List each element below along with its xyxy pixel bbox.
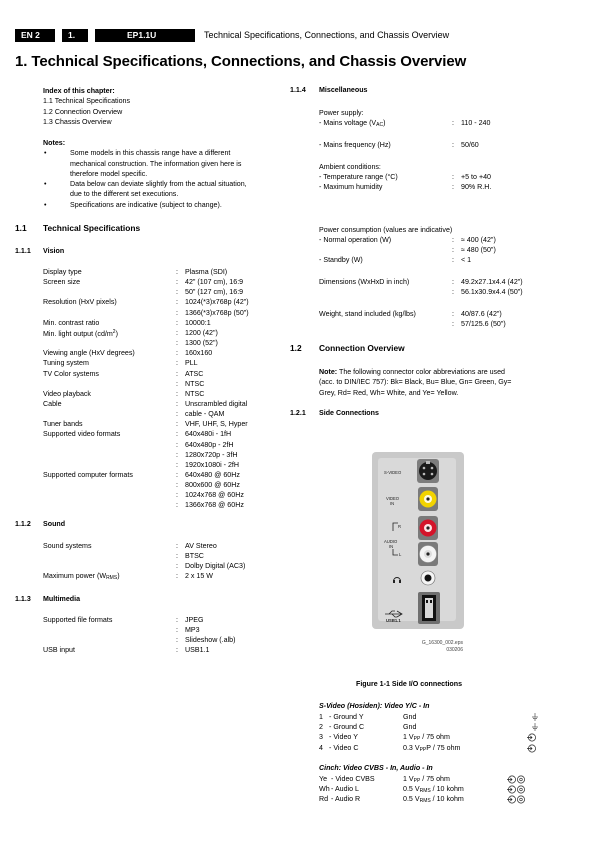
spec-colon: :: [176, 542, 178, 550]
subsection-number: 1.1.2: [15, 520, 31, 528]
spec-value: ATSC: [185, 369, 204, 378]
misc-label: Power consumption (values are indicative): [319, 226, 453, 234]
spec-value: 160x160: [185, 349, 213, 358]
spec-colon: :: [176, 471, 178, 479]
spec-colon: :: [176, 389, 178, 398]
spec-label: Viewing angle (HxV degrees): [43, 349, 135, 358]
pin-spec: 0.5 $V_{RMS} / 10$ kohm: [403, 795, 464, 805]
misc-label: Power supply:: [319, 109, 364, 117]
misc-colon: :: [452, 141, 454, 149]
subsection-number: 1.1.1: [15, 247, 31, 255]
misc-colon: :: [452, 278, 454, 286]
spec-label: Min. contrast ratio: [43, 318, 100, 327]
spec-value: 1280x720p - 3fH: [185, 450, 238, 459]
subsection-1-1-3: [15, 595, 81, 603]
index-block: [43, 86, 130, 127]
misc-label: Dimensions (WxHxD in inch): [319, 278, 410, 286]
usb-label: USB1.1: [386, 618, 401, 623]
misc-value: 90% R.H.: [461, 183, 492, 191]
header-title: Technical Specifications, Connections, and Chassis Overview: [204, 30, 450, 40]
note-line: • Specifications are indicative (subject to change).: [70, 200, 222, 209]
figure-file-name: G_16300_002.eps: [421, 640, 463, 646]
pin-number: 2: [319, 723, 323, 732]
connection-note: [319, 367, 511, 398]
spec-colon: :: [176, 308, 178, 317]
header-badge-chassis: EP1.1U: [95, 29, 195, 42]
spec-colon: :: [176, 491, 178, 500]
spec-value: MP3: [185, 626, 200, 635]
spec-value: 10000:1: [185, 318, 211, 327]
pin-direction: [507, 795, 526, 806]
spec-label: Display type: [43, 268, 82, 276]
subsection-title: Side Connections: [319, 409, 379, 417]
section-1-2: [290, 343, 405, 353]
input-arrow-icon: [527, 733, 537, 742]
pin-signal: - Video CVBS: [331, 775, 375, 783]
spec-label: TV Color systems: [43, 369, 99, 378]
pin-signal: - Video Y: [329, 733, 358, 742]
side-io-panel: [372, 452, 464, 629]
subsection-title: Sound: [43, 520, 66, 528]
misc-label: - Standby (W): [319, 256, 363, 264]
spec-label: Supported video formats: [43, 430, 121, 439]
ground-icon: [531, 723, 539, 731]
pin-signal: - Audio L: [331, 785, 360, 794]
figure-caption: Figure 1-1 Side I/O connections: [356, 680, 463, 688]
misc-colon: :: [452, 236, 454, 244]
spec-value: BTSC: [185, 552, 204, 561]
white-cinch-audio-l-icon: [418, 542, 438, 566]
pin-direction: [527, 744, 537, 755]
spec-colon: :: [176, 268, 178, 276]
misc-label: - Mains voltage $(V_{AC})$: [319, 119, 386, 128]
svideo-label: S-VIDEO: [384, 470, 402, 475]
spec-label: Cable: [43, 399, 62, 408]
spec-label: Video playback: [43, 389, 91, 398]
misc-value: ≈ 480 (50"): [461, 246, 496, 254]
spec-colon: :: [176, 359, 178, 368]
spec-value: 640x480 @ 60Hz: [185, 471, 240, 479]
spec-colon: :: [176, 572, 178, 581]
spec-colon: :: [176, 420, 178, 429]
section-title: Connection Overview: [319, 343, 405, 353]
spec-value: AV Stereo: [185, 542, 217, 550]
misc-colon: :: [452, 183, 454, 191]
misc-colon: :: [452, 246, 454, 254]
pin-signal: - Ground C: [329, 723, 365, 732]
misc-label: - Mains frequency (Hz): [319, 141, 391, 149]
spec-label: Tuning system: [43, 359, 89, 368]
pin-spec: 1 $V_{PP} / 75$ ohm: [403, 775, 450, 784]
figure-file-ref: [415, 640, 463, 654]
pin-spec: 0.3 $V_{PP}P / 75$ ohm: [403, 743, 461, 753]
spec-colon: :: [176, 379, 178, 388]
notes-heading: Notes:: [43, 139, 66, 147]
misc-label: Weight, stand included (kg/lbs): [319, 310, 416, 318]
input-arrow-icon: [527, 744, 537, 753]
section-title: Technical Specifications: [43, 223, 141, 233]
cinch-input-icon: [507, 785, 526, 794]
cinch-input-icon: [507, 795, 526, 804]
spec-value: 800x600 @ 60Hz: [185, 481, 240, 490]
spec-value: 1366(*3)x768p (50"): [185, 308, 249, 317]
index-item: 1.2 Connection Overview: [43, 107, 123, 116]
spec-colon: :: [176, 552, 178, 561]
misc-value: 110 - 240: [461, 119, 491, 127]
spec-colon: :: [176, 430, 178, 439]
subsection-title: Multimedia: [43, 595, 81, 603]
subsection-title: Miscellaneous: [319, 86, 368, 94]
note-line: • Data below can deviate slightly from the actual situation,: [70, 180, 247, 189]
video-in-label: VIDEO: [386, 496, 400, 501]
note-text: The following connector color abbreviations are used: [337, 368, 505, 376]
note-label: Note:: [319, 368, 338, 376]
spec-value: NTSC: [185, 379, 205, 388]
spec-colon: :: [176, 616, 178, 624]
subsection-number: 1.2.1: [290, 409, 306, 417]
spec-colon: :: [176, 349, 178, 358]
misc-value: 50/60: [461, 141, 479, 149]
spec-colon: :: [176, 399, 178, 408]
spec-value: 2 x 15 W: [185, 572, 213, 581]
spec-colon: :: [176, 288, 178, 297]
misc-value: 49.2x27.1x4.4 (42"): [461, 278, 523, 286]
spec-value: VHF, UHF, S, Hyper: [185, 420, 248, 429]
audio-r-label: R: [398, 524, 402, 529]
spec-colon: :: [176, 298, 178, 307]
spec-value: 1024x768 @ 60Hz: [185, 491, 244, 500]
spec-value: 1920x1080i - 2fH: [185, 460, 240, 469]
spec-colon: :: [176, 626, 178, 635]
spec-label: Sound systems: [43, 542, 92, 550]
spec-colon: :: [176, 328, 178, 337]
pin-spec: 0.5 $V_{RMS} / 10$ kohm: [403, 785, 464, 795]
misc-value: 57/125.6 (50"): [461, 320, 506, 328]
section-number: 1.2: [290, 343, 302, 353]
spec-value: NTSC: [185, 389, 205, 398]
subsection-1-1-1: [15, 247, 65, 255]
svideo-connector-icon: [417, 459, 439, 483]
note-text: Grey, Rd= Red, Wh= White, and Ye= Yellow.: [319, 388, 459, 397]
misc-colon: :: [452, 288, 454, 296]
section-number: 1.1: [15, 223, 27, 233]
pin-signal: - Video C: [329, 743, 359, 752]
headphone-jack-icon: [420, 570, 436, 586]
spec-colon: :: [176, 481, 178, 490]
spec-colon: :: [176, 369, 178, 378]
red-cinch-audio-r-icon: [418, 516, 438, 540]
pin-signal: - Ground Y: [329, 713, 364, 721]
spec-label: Tuner bands: [43, 420, 83, 429]
header-badge-lang: EN 2: [15, 29, 55, 42]
spec-value: 50" (127 cm), 16:9: [185, 288, 244, 297]
note-item: [40, 148, 247, 179]
ground-icon: [531, 713, 539, 721]
misc-value: 56.1x30.9x4.4 (50"): [461, 288, 523, 296]
spec-value: JPEG: [185, 616, 204, 624]
spec-value: Dolby Digital (AC3): [185, 562, 246, 571]
video-in-label-2: IN: [390, 501, 395, 506]
note-line: due to the different set executions.: [70, 190, 179, 199]
spec-colon: :: [176, 636, 178, 645]
yellow-cinch-video-icon: [418, 487, 438, 511]
spec-value: USB1.1: [185, 646, 210, 655]
subsection-number: 1.1.3: [15, 595, 31, 603]
note-line: therefore model specific.: [70, 169, 148, 178]
audio-l-label: L: [399, 552, 402, 557]
subsection-title: Vision: [43, 247, 65, 255]
section-1-1: [15, 223, 141, 233]
spec-colon: :: [176, 318, 178, 327]
bracket-l-icon: [392, 548, 404, 558]
spec-colon: :: [176, 460, 178, 469]
index-item: 1.1 Technical Specifications: [43, 97, 131, 106]
pin-signal: - Audio R: [331, 795, 361, 804]
misc-value: +5 to +40: [461, 173, 491, 181]
spec-colon: :: [176, 410, 178, 419]
pin-spec: Gnd: [403, 713, 417, 721]
spec-colon: :: [176, 278, 178, 287]
subsection-number: 1.1.4: [290, 86, 306, 94]
spec-label: Resolution (HxV pixels): [43, 298, 117, 307]
audio-in-label: AUDIO: [384, 539, 398, 544]
spec-label: Screen size: [43, 278, 81, 287]
pin-number: 4: [319, 743, 323, 752]
pin-number: 3: [319, 733, 323, 742]
misc-colon: :: [452, 310, 454, 318]
misc-colon: :: [452, 256, 454, 264]
spec-value: Slideshow (.alb): [185, 636, 236, 645]
spec-colon: :: [176, 440, 178, 449]
spec-value: 1300 (52"): [185, 339, 218, 348]
misc-value: ≈ 400 (42"): [461, 236, 496, 244]
spec-value: PLL: [185, 359, 198, 368]
index-list: [43, 96, 130, 127]
pin-spec: Gnd: [403, 723, 417, 732]
spec-label: Supported computer formats: [43, 471, 133, 479]
subsection-1-2-1: [290, 409, 379, 417]
figure-file-date: 030206: [446, 647, 463, 653]
notes-block: [43, 138, 247, 210]
pin-number: Wh: [319, 785, 330, 794]
misc-colon: :: [452, 173, 454, 181]
index-item: 1.3 Chassis Overview: [43, 117, 112, 126]
pin-direction: [531, 713, 539, 723]
spec-value: Plasma (SDI): [185, 268, 228, 276]
usb-symbol-icon: [384, 610, 404, 618]
pin-direction: [531, 723, 539, 733]
note-item: [40, 179, 247, 200]
subsection-1-1-4: [290, 86, 368, 94]
misc-label: - Temperature range (°C): [319, 173, 398, 181]
chapter-title: 1. Technical Specifications, Connections, and Chassis Overview: [15, 53, 467, 70]
pin-number: Ye: [319, 775, 328, 783]
spec-label: Maximum power $(W_{RMS})$: [43, 572, 120, 582]
spec-value: 640x480p - 2fH: [185, 440, 234, 449]
headphone-icon: [392, 574, 402, 584]
spec-value: Unscrambled digital: [185, 399, 248, 408]
svideo-table-heading: S-Video (Hosiden): Video Y/C - In: [319, 702, 430, 710]
spec-colon: :: [176, 501, 178, 510]
spec-value: 1200 (42"): [185, 328, 218, 337]
cinch-table-heading: Cinch: Video CVBS - In, Audio - In: [319, 764, 433, 772]
notes-list: [40, 148, 247, 210]
spec-label: Min. light output $(cd/m^2)$: [43, 328, 118, 338]
spec-value: 42" (107 cm), 16:9: [185, 278, 244, 287]
pin-number: 1: [319, 713, 323, 721]
spec-colon: :: [176, 339, 178, 348]
usb-port-icon: [418, 592, 440, 624]
spec-value: 640x480i - 1fH: [185, 430, 232, 439]
audio-in-label-2: IN: [389, 544, 394, 549]
misc-value: 40/87.6 (42"): [461, 310, 502, 318]
spec-colon: :: [176, 450, 178, 459]
pin-spec: 1 $V_{PP} / 75$ ohm: [403, 733, 450, 743]
header-badge-chapter: 1.: [62, 29, 88, 42]
note-text: (acc. to DIN/IEC 757): Bk= Black, Bu= Blue, Gn= Green, Gy=: [319, 378, 512, 387]
misc-label: - Maximum humidity: [319, 183, 383, 191]
index-heading: Index of this chapter:: [43, 87, 115, 95]
spec-value: 1366x768 @ 60Hz: [185, 501, 244, 510]
spec-colon: :: [176, 562, 178, 571]
subsection-1-1-2: [15, 520, 66, 528]
note-line: • Some models in this chassis range have a different: [70, 149, 231, 158]
spec-label: Supported file formats: [43, 616, 113, 624]
pin-number: Rd: [319, 795, 329, 804]
misc-colon: :: [452, 320, 454, 328]
spec-value: cable - QAM: [185, 410, 225, 419]
spec-colon: :: [176, 646, 178, 655]
cinch-input-icon: [507, 775, 526, 784]
misc-colon: :: [452, 119, 454, 127]
misc-value: < 1: [461, 256, 472, 264]
note-line: mechanical construction. The information given here is: [70, 159, 242, 168]
misc-label: Ambient conditions:: [319, 163, 381, 171]
spec-value: 1024(*3)x768p (42"): [185, 298, 249, 307]
spec-label: USB input: [43, 646, 75, 655]
note-item: [40, 200, 247, 210]
misc-label: - Normal operation (W): [319, 236, 392, 244]
